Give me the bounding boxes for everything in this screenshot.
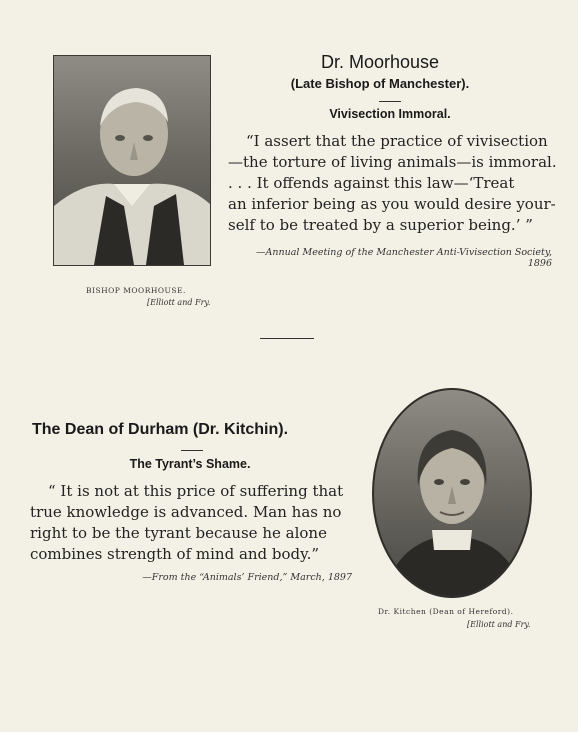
heading-kitchin: The Dean of Durham (Dr. Kitchin). [32,421,289,438]
section-title-moorhouse: Vivisection Immoral. [329,107,451,121]
heading-moorhouse: Dr. Moorhouse [320,52,440,72]
quote-line: right to be the tyrant because he alone [30,524,327,542]
quote-line: “I assert that the practice of vivisection [246,132,548,150]
portrait-figure-moorhouse [54,56,210,265]
quote-line: “ It is not at this price of suffering that [48,482,344,500]
quote-line: an inferior being as you would desire your- [228,195,556,213]
source-moorhouse: —Annual Meeting of the Manchester Anti-Vivisection Society, 1896 [256,247,552,269]
portrait-caption-kitchin: Dr. Kitchen (Dean of Hereford). [378,607,514,616]
quote-line: combines strength of mind and body.” [30,545,320,563]
quote-line: —the torture of living animals—is immoral. [228,153,557,171]
quote-line: . . . It offends against this law—‘Treat [228,174,515,192]
photo-credit-moorhouse: [Elliott and Fry. [147,298,211,307]
divider-short-2 [181,450,203,451]
subheading-moorhouse: (Late Bishop of Manchester). [290,76,470,91]
divider-short-1 [379,101,401,102]
portrait-caption-moorhouse: BISHOP MOORHOUSE. [86,286,186,295]
quote-kitchin [30,481,355,565]
section-divider [260,338,314,339]
section-title-kitchin: The Tyrant’s Shame. [129,457,251,471]
photo-credit-kitchin: [Elliott and Fry. [467,620,531,629]
portrait-photo-kitchin [372,388,532,598]
portrait-photo-moorhouse [53,55,211,266]
source-kitchin: —From the “Animals’ Friend,” March, 1897 [142,572,352,583]
quote-line: self to be treated by a superior being.’ ” [228,216,533,234]
quote-moorhouse [228,131,558,236]
quote-line: true knowledge is advanced. Man has no [30,503,342,521]
portrait-figure-kitchin [374,390,530,596]
